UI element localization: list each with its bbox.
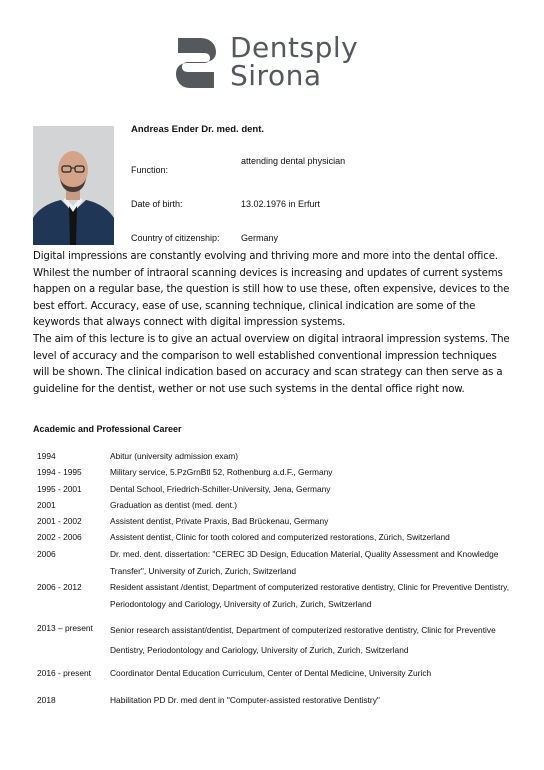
career-heading: Academic and Professional Career <box>33 424 182 434</box>
career-text: Habilitation PD Dr. med dent in "Computer-assisted restorative Dentistry" <box>110 695 380 705</box>
career-year: 1994 - 1995 <box>37 467 82 477</box>
career-text: Graduation as dentist (med. dent.) <box>110 500 238 510</box>
career-text: Abitur (university admission exam) <box>110 451 238 461</box>
career-text: Senior research assistant/dentist, Department of computerized restorative dentistry, Clinic for Preventive Dentistry, Periodontology and Cariology, University of Zurich, Zurich, Switzerland <box>110 625 496 655</box>
logo-line-2: Sirona <box>230 59 322 92</box>
citizenship-value: Germany <box>241 233 279 243</box>
abstract-paragraph-1: Digital impressions are constantly evolving and thriving more and more into the dental office. Whilest the number of intraoral scanning devices is increasing and updates of current systems happen on a regular base, the question is still how to use these, often expensive, devices to the best effort. Accuracy, ease of use, scanning technique, clinical indication are some of the keywords that always connect with digital impression systems. <box>33 251 510 329</box>
logo-line-1: Dentsply <box>230 31 359 64</box>
abstract-paragraph-2: The aim of this lecture is to give an actual overview on digital intraoral impression systems. The level of accuracy and the comparison to well established conventional impression techniques will be shown. The clinical indication based on accuracy and scan strategy can then serve as a guideline for the dentist, wether or not use such systems in the dental office right now. <box>33 334 510 395</box>
function-label: Function: <box>131 165 169 175</box>
career-text: Coordinator Dental Education Curriculum, Center of Dental Medicine, University Zurich <box>110 668 432 678</box>
career-text: Dental School, Friedrich-Schiller-University, Jena, Germany <box>110 484 331 494</box>
career-text: Military service, 5.PzGrnBtl 52, Rothenburg a.d.F., Germany <box>110 467 333 477</box>
dentsply-sirona-mark-icon <box>174 36 218 90</box>
dob-label: Date of birth: <box>131 199 183 209</box>
function-value: attending dental physician <box>241 156 346 166</box>
career-year: 2016 - present <box>37 668 92 678</box>
career-year: 2006 <box>37 549 56 559</box>
citizenship-label: Country of citizenship: <box>131 233 220 243</box>
portrait-photo <box>33 126 114 245</box>
career-text: Resident assistant /dentist, Department of computerized restorative dentistry, Clinic for Preventive Dentistry, Periodontology and Cariology, University of Zurich, Zurich, Switzerland <box>110 582 510 609</box>
career-text: Assistent dentist, Private Praxis, Bad Brückenau, Germany <box>110 516 329 526</box>
career-year: 2006 - 2012 <box>37 582 82 592</box>
career-text: Assistent dentist, Clinic for tooth colored and computerized restorations, Zürich, Switzerland <box>110 532 450 542</box>
career-year: 2002 - 2006 <box>37 532 82 542</box>
dob-value: 13.02.1976 in Erfurt <box>241 199 321 209</box>
career-text: Dr. med. dent. dissertation: "CEREC 3D Design, Education Material, Quality Assessment and Knowledge Transfer", University of Zurich, Zurich, Switzerland <box>110 549 499 576</box>
career-year: 2001 - 2002 <box>37 516 82 526</box>
career-year: 2018 <box>37 695 56 705</box>
dentsply-sirona-logo <box>174 31 374 94</box>
career-year: 2013 – present <box>37 623 93 633</box>
career-year: 1995 - 2001 <box>37 484 82 494</box>
logo-wordmark <box>230 31 359 92</box>
career-year: 2001 <box>37 500 56 510</box>
career-year: 1994 <box>37 451 56 461</box>
person-name: Andreas Ender Dr. med. dent. <box>131 124 265 135</box>
